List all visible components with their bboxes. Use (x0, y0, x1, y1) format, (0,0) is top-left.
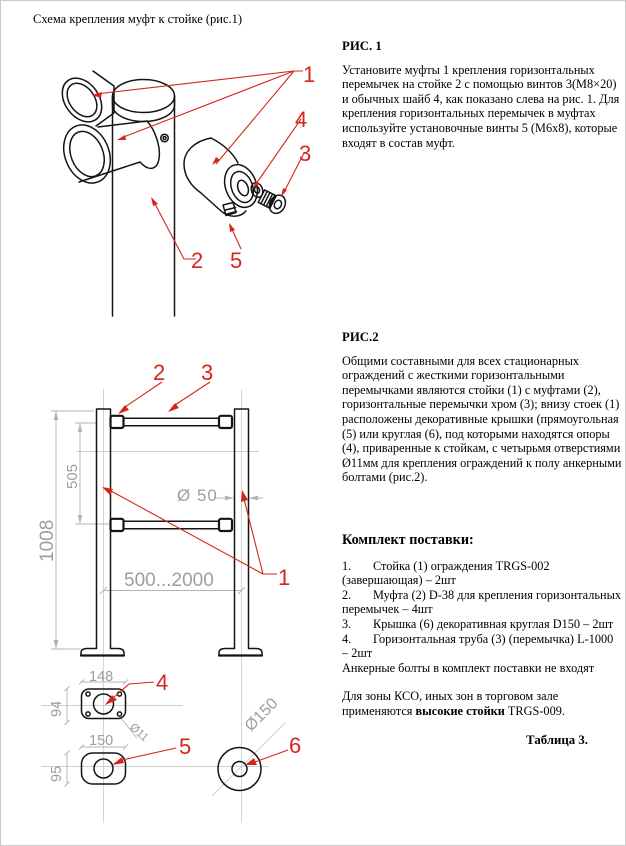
dim-post-diameter: Ø 50 (177, 486, 218, 505)
rail-top-coupling-right (219, 416, 232, 428)
item-number: 3. (342, 616, 352, 631)
fig1-callout-3: 3 (299, 141, 312, 166)
dimension-lines (51, 411, 263, 787)
fig1-callout-5: 5 (230, 248, 243, 273)
dim-hole-diameter: Ø11 (126, 721, 151, 745)
item-text: Крышка (6) декоративная круглая D150 – 2шт (373, 616, 614, 631)
fig1-heading: РИС. 1 (342, 39, 382, 53)
package-block (342, 533, 622, 747)
dim-plate4-height: 94 (49, 700, 65, 717)
fig1-text-block (342, 39, 622, 150)
rail-bottom-coupling-right (219, 519, 232, 531)
rail-bottom-coupling-left (111, 519, 124, 531)
kso-note: Для зоны КСО, иных зон в торговом зале применяются высокие стойки TRGS-009. (342, 689, 565, 718)
fig1-callout-2: 2 (191, 248, 204, 273)
item-text: Горизонтальная труба (3) (перемычка) L-1000 – 2шт (342, 631, 614, 661)
item-number: 1. (342, 558, 352, 573)
fig2-callout-5: 5 (179, 734, 192, 759)
rail-bottom (124, 521, 219, 528)
post-cap-rim (113, 96, 175, 122)
dimension-labels (37, 464, 282, 782)
dim-span: 500...2000 (124, 570, 214, 591)
item-number: 2. (342, 587, 352, 602)
fig2-callout-2: 2 (153, 360, 166, 385)
post-screw-hole (161, 134, 169, 142)
fig1-paragraph: Установите муфты 1 крепления горизонтальных перемычек на стойке 2 с помощью винтов 3(М8×20) и обычных шайб 4, как показано слева на рис. 1. Для крепления горизонтальных перемычек в муфтах используйте установочные винты 5 (М6х8), которые входят в состав муфт. (342, 62, 620, 150)
kso-bold-phrase: высокие стойки (415, 703, 505, 718)
package-item (342, 632, 622, 661)
item-number: 4. (342, 631, 352, 646)
post-outline (113, 80, 175, 317)
post-screw-hole-inner (163, 137, 166, 140)
rail-top-coupling-left (111, 416, 124, 428)
dim-cover-diameter: Ø150 (241, 695, 282, 735)
item-text: Стойка (1) ограждения TRGS-002 (завершающая) – 2шт (342, 558, 550, 588)
package-item (342, 588, 622, 617)
dim-plate5-height: 95 (49, 765, 65, 782)
anchor-bolts-note: Анкерные болты в комплект поставки не входят (342, 660, 595, 675)
fig2-paragraph: Общими составными для всех стационарных ограждений с жесткими горизонтальными перемычками являются стойки (1) с муфтами (2), горизонтальные перемычки хром (3); внизу стоек (1) расположены декоративные крышки (прямоугольная (5) или круглая (6), под которыми находятся опоры (4), приваренные к стойкам, с четырьмя отверстиями Ø11мм для крепления ограждений к полу анкерными болтами (рис.2). (342, 353, 622, 485)
fig1-callout-4: 4 (295, 107, 308, 132)
fig2-heading: РИС.2 (342, 330, 379, 344)
fig2-callout-1: 1 (278, 565, 291, 590)
rail-top (124, 418, 219, 425)
dim-between-rails: 505 (64, 463, 81, 489)
package-item (342, 617, 622, 632)
document-title: Схема крепления муфт к стойке (рис.1) (33, 12, 243, 26)
coupling-upper-left (54, 71, 114, 130)
set-screw (223, 203, 237, 216)
fig2-callout-3: 3 (201, 360, 214, 385)
dim-plate4-width: 148 (89, 669, 114, 685)
dim-plate5-width: 150 (89, 733, 114, 749)
fig2-text-block (342, 330, 622, 485)
barrier-frame (81, 409, 262, 656)
fig1-callout-1: 1 (303, 62, 316, 87)
table-caption: Таблица 3. (526, 732, 588, 747)
dim-height: 1008 (37, 519, 58, 562)
figure2-drawing (31, 354, 331, 826)
figure1-drawing (31, 51, 331, 321)
package-heading: Комплект поставки: (342, 532, 474, 548)
fig2-callout-4: 4 (156, 670, 169, 695)
post-cap-top (113, 80, 175, 113)
package-item (342, 559, 622, 588)
item-text: Муфта (2) D-38 для крепления горизонтальных перемычек – 4шт (342, 587, 621, 617)
fig2-callout-6: 6 (289, 733, 302, 758)
